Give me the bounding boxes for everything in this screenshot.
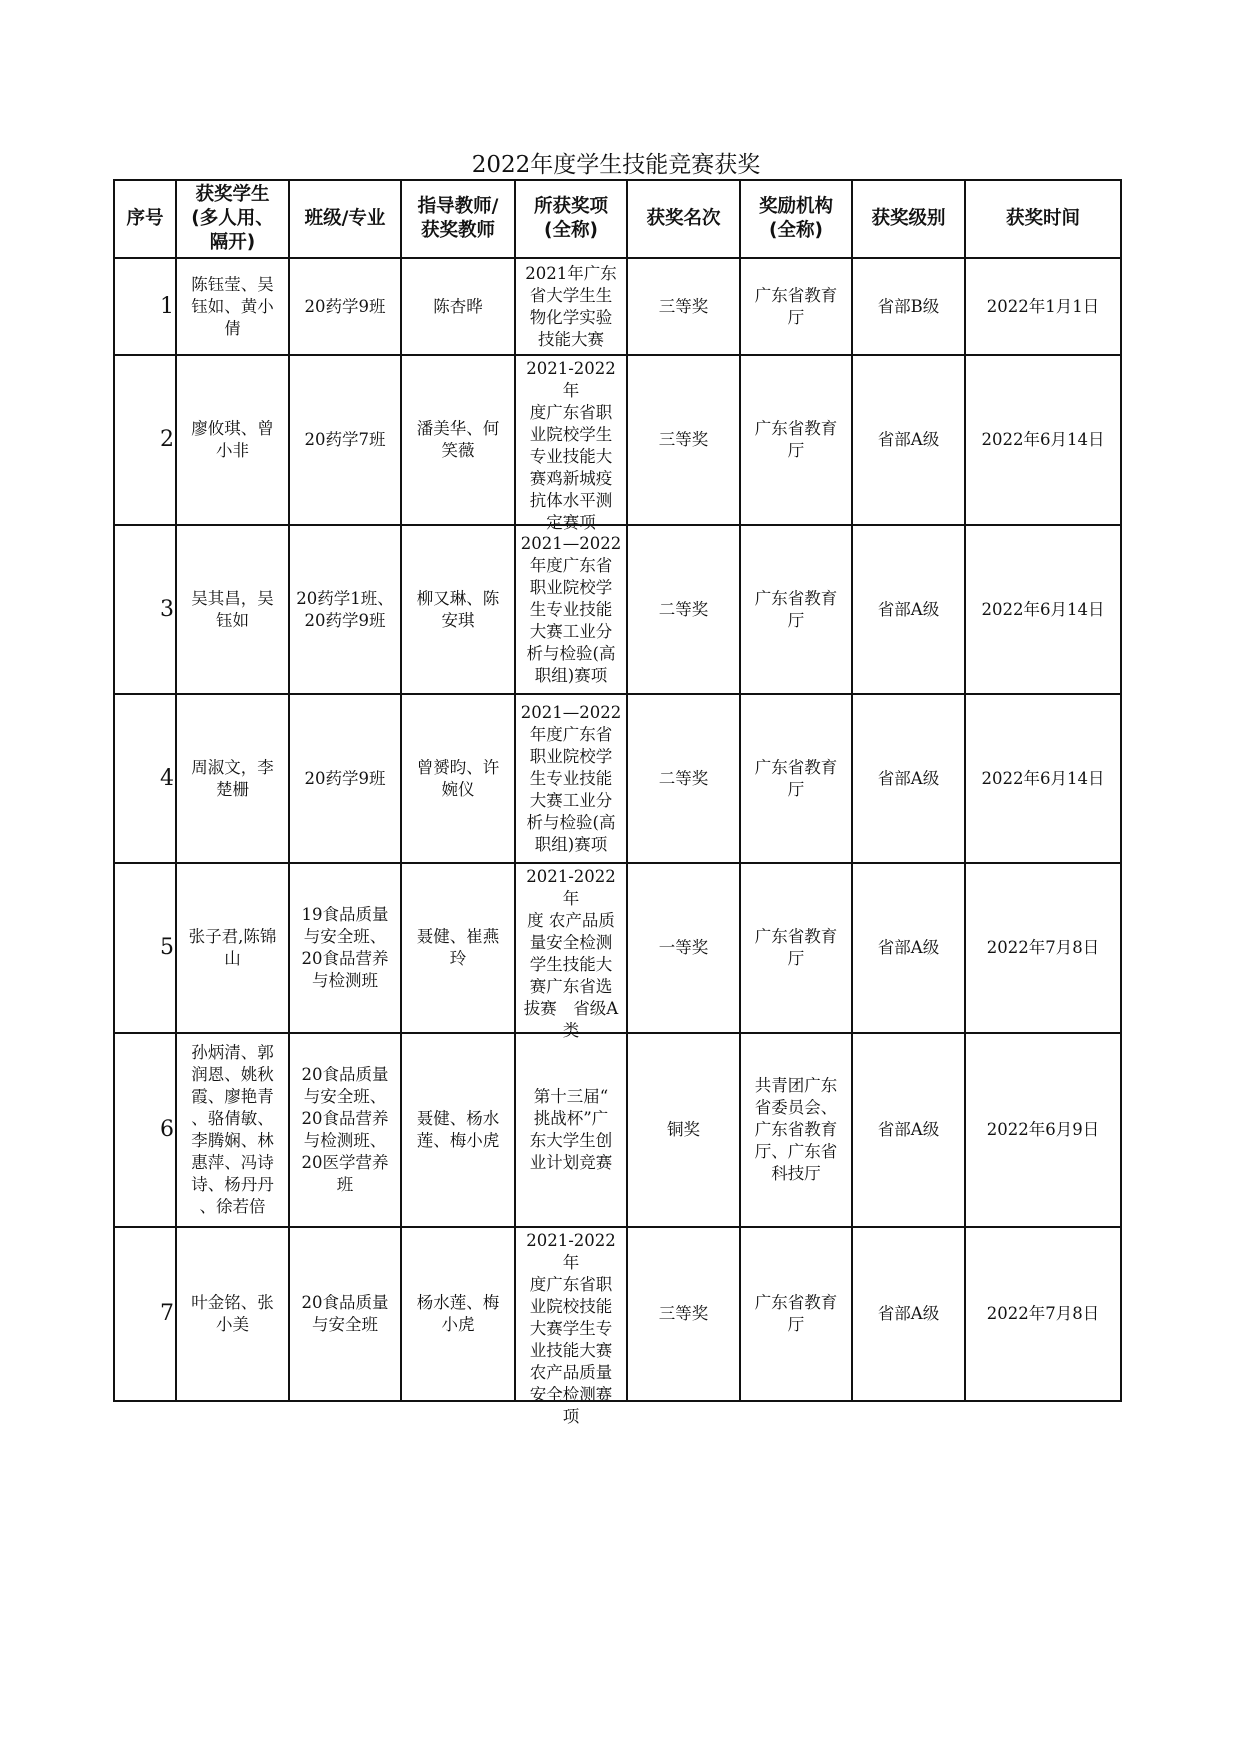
cell-org (740, 258, 852, 355)
cell-text: 4 (160, 765, 174, 791)
cell-text: 共青团广东 省委员会、 广东省教育 厅、广东省 科技厅 (754, 1076, 838, 1183)
cell-text: 2021—2022 年度广东省 职业院校学 生专业技能 大赛工业分 析与检验(高 职组)赛项 (520, 702, 622, 854)
cell-rank (627, 1033, 740, 1227)
header-level: 获奖级别 (852, 180, 965, 258)
cell-text: 2021-2022年 度 农产品质 量安全检测 学生技能大 赛广东省选 拔赛 省级A 类 (523, 867, 619, 1040)
cell-award-name (515, 694, 627, 863)
header-date: 获奖时间 (965, 180, 1121, 258)
header-rank: 获奖名次 (627, 180, 740, 258)
header-seq: 序号 (114, 180, 176, 258)
header-award-name: 所获奖项 (全称) (515, 180, 627, 258)
cell-text: 2 (160, 427, 174, 452)
cell-seq (114, 1033, 176, 1227)
header-class: 班级/专业 (289, 180, 401, 258)
cell-seq (114, 1227, 176, 1401)
cell-text: 2021年广东 省大学生生 物化学实验 技能大赛 (525, 263, 617, 349)
cell-text: 2021—2022 年度广东省 职业院校学 生专业技能 大赛工业分 析与检验(高 职组)赛项 (520, 533, 622, 685)
cell-text: 2021-2022年 度广东省职 业院校技能 大赛学生专 业技能大赛 农产品质量 安全检测赛 项 (526, 1231, 616, 1426)
table-row (114, 1227, 1121, 1401)
cell-text: 聂健、崔燕 玲 (416, 927, 500, 968)
cell-rank (627, 525, 740, 694)
cell-text: 广东省教育 厅 (754, 1293, 838, 1334)
cell-text: 2022年6月9日 (986, 1120, 1100, 1139)
cell-org (740, 694, 852, 863)
cell-text: 二等奖 (658, 599, 709, 619)
cell-date (965, 694, 1121, 863)
cell-teacher (401, 1227, 515, 1401)
cell-org (740, 355, 852, 525)
table-row (114, 694, 1121, 863)
cell-text: 省部A级 (877, 430, 940, 449)
cell-students (176, 525, 289, 694)
cell-text: 20药学9班 (304, 768, 386, 788)
cell-text: 2022年7月8日 (986, 1304, 1100, 1323)
header-row (114, 180, 1121, 258)
cell-rank (627, 863, 740, 1033)
cell-text: 陈钰莹、吴 钰如、黄小 倩 (191, 274, 274, 338)
cell-teacher (401, 1033, 515, 1227)
cell-org (740, 863, 852, 1033)
cell-students (176, 694, 289, 863)
cell-text: 潘美华、何 笑薇 (416, 419, 500, 460)
cell-text: 7 (160, 1301, 174, 1326)
cell-text: 第十三届“ 挑战杯”广 东大学生创 业计划竞赛 (529, 1087, 613, 1172)
cell-text: 2022年6月14日 (981, 430, 1105, 449)
table-row (114, 863, 1121, 1033)
cell-teacher (401, 863, 515, 1033)
cell-level (852, 694, 965, 863)
cell-teacher (401, 525, 515, 694)
cell-class (289, 863, 401, 1033)
cell-award-name (515, 355, 627, 532)
cell-text: 省部A级 (877, 938, 940, 957)
cell-level (852, 1033, 965, 1227)
cell-text: 聂健、杨水 莲、梅小虎 (416, 1109, 500, 1150)
cell-text: 20药学9班 (304, 296, 386, 316)
cell-text: 陈杏晔 (433, 296, 483, 316)
cell-text: 三等奖 (658, 1304, 709, 1323)
cell-text: 广东省教育 厅 (754, 419, 838, 460)
cell-text: 叶金铭、张 小美 (191, 1293, 274, 1334)
cell-text: 2022年6月14日 (981, 768, 1105, 788)
cell-text: 吴其昌，吴 钰如 (191, 588, 274, 630)
cell-seq (114, 525, 176, 694)
cell-text: 省部A级 (877, 599, 940, 619)
cell-text: 张子君,陈锦 山 (188, 927, 277, 968)
cell-teacher (401, 355, 515, 525)
cell-text: 广东省教育 厅 (754, 285, 838, 327)
header-teacher: 指导教师/ 获奖教师 (401, 180, 515, 258)
cell-class (289, 525, 401, 694)
cell-text: 二等奖 (658, 768, 709, 788)
cell-seq (114, 863, 176, 1033)
cell-level (852, 1227, 965, 1401)
cell-class (289, 694, 401, 863)
cell-text: 广东省教育 厅 (754, 757, 838, 799)
cell-award-name (515, 258, 627, 355)
cell-class (289, 258, 401, 355)
cell-text: 孙炳清、郭 润恩、姚秋 霞、廖艳青 、骆倩敏、 李腾娴、林 惠萍、冯诗 诗、杨丹丹 、徐若倍 (191, 1043, 274, 1216)
award-table (113, 179, 1122, 1426)
cell-text: 6 (160, 1117, 174, 1142)
cell-text: 5 (160, 935, 174, 960)
cell-teacher (401, 694, 515, 863)
cell-text: 1 (160, 293, 174, 319)
cell-text: 省部A级 (877, 1120, 940, 1139)
cell-award-name (515, 1227, 627, 1426)
cell-text: 19食品质量 与安全班、 20食品营养 与检测班 (301, 905, 389, 990)
cell-students (176, 1033, 289, 1227)
cell-text: 柳又琳、陈 安琪 (416, 588, 500, 630)
cell-text: 2022年7月8日 (986, 938, 1100, 957)
cell-date (965, 1227, 1121, 1401)
cell-rank (627, 355, 740, 525)
cell-date (965, 863, 1121, 1033)
cell-students (176, 258, 289, 355)
table-row (114, 258, 1121, 355)
cell-text: 铜奖 (667, 1120, 700, 1139)
cell-text: 省部B级 (877, 296, 940, 316)
cell-class (289, 355, 401, 525)
cell-students (176, 863, 289, 1033)
cell-text: 省部A级 (877, 768, 940, 788)
cell-text: 2022年6月14日 (981, 599, 1105, 619)
cell-award-name (515, 525, 627, 694)
cell-org (740, 1033, 852, 1227)
cell-text: 20药学1班、 20药学9班 (296, 588, 394, 630)
cell-students (176, 355, 289, 525)
cell-date (965, 258, 1121, 355)
cell-teacher (401, 258, 515, 355)
table-row (114, 1033, 1121, 1227)
cell-level (852, 863, 965, 1033)
table-row (114, 355, 1121, 525)
cell-award-name (515, 1033, 627, 1227)
cell-seq (114, 258, 176, 355)
cell-org (740, 1227, 852, 1401)
cell-date (965, 1033, 1121, 1227)
cell-text: 省部A级 (877, 1304, 940, 1323)
cell-level (852, 525, 965, 694)
cell-rank (627, 258, 740, 355)
header-students: 获奖学生 (多人用、 隔开) (176, 180, 289, 258)
cell-date (965, 355, 1121, 525)
cell-text: 廖攸琪、曾 小非 (191, 419, 274, 460)
cell-class (289, 1227, 401, 1401)
cell-text: 广东省教育 厅 (754, 927, 838, 968)
cell-text: 20食品质量 与安全班、 20食品营养 与检测班、 20医学营养 班 (301, 1065, 389, 1194)
cell-text: 2021-2022年 度广东省职 业院校学生 专业技能大 赛鸡新城疫 抗体水平测 定赛项 (526, 359, 616, 532)
cell-text: 广东省教育 厅 (754, 588, 838, 630)
cell-students (176, 1227, 289, 1401)
cell-award-name (515, 863, 627, 1040)
page-title: 2022年度学生技能竞赛获奖 (471, 152, 761, 178)
cell-rank (627, 694, 740, 863)
cell-level (852, 258, 965, 355)
cell-seq (114, 355, 176, 525)
cell-text: 三等奖 (658, 296, 709, 316)
cell-text: 20药学7班 (304, 430, 386, 449)
cell-level (852, 355, 965, 525)
cell-text: 周淑文，李 楚栅 (191, 757, 274, 799)
cell-seq (114, 694, 176, 863)
cell-date (965, 525, 1121, 694)
cell-org (740, 525, 852, 694)
cell-text: 曾赟昀、许 婉仪 (416, 757, 500, 799)
cell-class (289, 1033, 401, 1227)
table-body (114, 258, 1121, 1426)
cell-text: 一等奖 (658, 938, 709, 957)
table-row (114, 525, 1121, 694)
cell-text: 杨水莲、梅 小虎 (416, 1293, 500, 1334)
cell-text: 2022年1月1日 (986, 296, 1100, 316)
cell-text: 3 (160, 596, 174, 622)
cell-rank (627, 1227, 740, 1401)
header-org: 奖励机构 (全称) (740, 180, 852, 258)
cell-text: 三等奖 (658, 430, 709, 449)
cell-text: 20食品质量 与安全班 (301, 1293, 389, 1334)
